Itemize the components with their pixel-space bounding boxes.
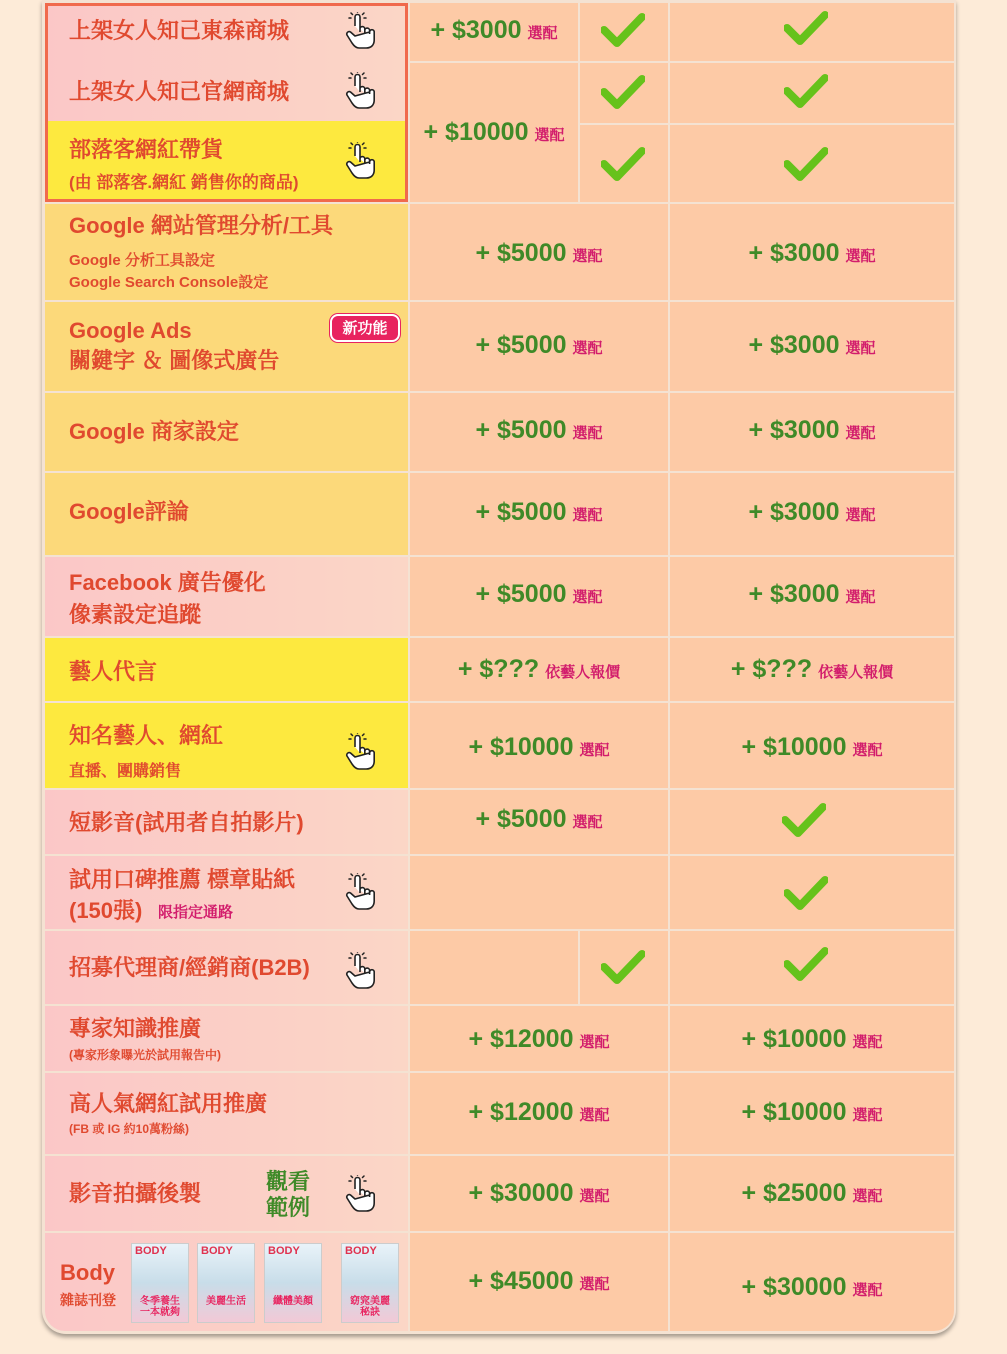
price-label <box>410 1025 668 1054</box>
price-amount: + $3000 <box>748 416 840 444</box>
check-icon <box>601 950 645 984</box>
price-label <box>670 331 954 360</box>
feature-title-line2: (150張) <box>69 898 143 923</box>
price-cell <box>410 931 578 1004</box>
price-label <box>670 1273 954 1302</box>
price-amount: + $5000 <box>475 416 567 444</box>
feature-title-line2: 關鍵字 ＆ 圖像式廣告 <box>69 348 280 373</box>
check-icon <box>784 147 828 181</box>
magazine-cover-line: 美麗生活 <box>206 1296 246 1307</box>
price-label <box>410 498 668 527</box>
price-cell <box>410 856 668 929</box>
price-tag: 選配 <box>579 742 610 759</box>
check-icon <box>782 803 826 837</box>
feature-subtitle: (FB 或 IG 約10萬粉絲) <box>69 1122 190 1136</box>
check-icon <box>784 947 828 981</box>
magazine-masthead: BODY <box>201 1245 233 1257</box>
price-amount: + $30000 <box>468 1179 574 1207</box>
pointer-hand-icon[interactable] <box>343 873 377 911</box>
check-icon <box>784 11 828 45</box>
pointer-hand-icon[interactable] <box>343 733 377 771</box>
price-amount: + $??? <box>730 655 813 683</box>
price-amount: + $3000 <box>430 16 522 44</box>
feature-subtitle: (專家形象曝光於試用報告中) <box>69 1048 221 1062</box>
price-label <box>410 118 578 147</box>
price-amount: + $??? <box>457 655 540 683</box>
check-icon <box>784 74 828 108</box>
feature-subtitle: 雜誌刊登 <box>60 1292 116 1308</box>
new-feature-badge: 新功能 <box>330 314 400 342</box>
price-tag: 選配 <box>572 507 603 524</box>
price-amount: + $45000 <box>468 1267 574 1295</box>
price-tag: 選配 <box>579 1107 610 1124</box>
check-icon <box>601 13 645 47</box>
price-tag: 選配 <box>572 589 603 606</box>
feature-title: 上架女人知己官網商城 <box>69 79 290 104</box>
magazine-cover-line: 冬季養生 一本就夠 <box>140 1296 180 1318</box>
feature-title: 知名藝人、網紅 <box>69 723 224 748</box>
pointer-hand-icon[interactable] <box>343 142 377 180</box>
price-amount: + $3000 <box>748 498 840 526</box>
check-icon <box>601 147 645 181</box>
price-label <box>410 239 668 268</box>
price-amount: + $3000 <box>748 580 840 608</box>
price-tag: 選配 <box>852 1107 883 1124</box>
price-tag: 選配 <box>579 1188 610 1205</box>
price-amount: + $3000 <box>748 239 840 267</box>
price-label <box>410 580 668 609</box>
price-label <box>410 416 668 445</box>
price-tag: 依藝人報價 <box>545 664 621 681</box>
magazine-cover <box>131 1243 189 1323</box>
feature-subtitle: 直播、團購銷售 <box>69 763 182 780</box>
price-tag: 選配 <box>852 742 883 759</box>
price-tag: 選配 <box>845 248 876 265</box>
view-example-link[interactable]: 觀看 <box>266 1169 311 1194</box>
magazine-masthead: BODY <box>345 1245 377 1257</box>
price-amount: + $25000 <box>741 1179 847 1207</box>
check-icon <box>784 876 828 910</box>
price-label <box>410 331 668 360</box>
price-amount: + $30000 <box>741 1273 847 1301</box>
price-label <box>670 416 954 445</box>
feature-title: Google 商家設定 <box>69 419 239 444</box>
price-tag: 選配 <box>534 127 565 144</box>
magazine-cover-line: 纖體美顏 <box>273 1296 313 1307</box>
feature-title: 高人氣網紅試用推廣 <box>69 1091 268 1116</box>
price-tag: 選配 <box>845 340 876 357</box>
view-example-link-line2[interactable]: 範例 <box>266 1195 311 1220</box>
price-amount: + $10000 <box>423 118 529 146</box>
feature-title: 藝人代言 <box>69 659 158 684</box>
feature-title: 影音拍攝後製 <box>69 1181 202 1206</box>
pointer-hand-icon[interactable] <box>343 12 377 50</box>
price-label <box>410 1179 668 1208</box>
price-label <box>670 498 954 527</box>
price-tag: 選配 <box>579 1034 610 1051</box>
feature-title-line2: 像素設定追蹤 <box>69 602 202 627</box>
feature-title: Google評論 <box>69 499 189 524</box>
price-label <box>670 1098 954 1127</box>
price-label <box>670 733 954 762</box>
price-amount: + $10000 <box>468 733 574 761</box>
magazine-cover-line: 窈窕美麗秘訣 <box>350 1296 390 1318</box>
price-tag: 選配 <box>572 814 603 831</box>
feature-title: Google Ads <box>69 318 192 343</box>
feature-subtitle: Google 分析工具設定 <box>69 252 215 269</box>
price-amount: + $12000 <box>468 1098 574 1126</box>
feature-title: 專家知識推廣 <box>69 1016 202 1041</box>
price-label <box>670 580 954 609</box>
price-label <box>670 655 954 684</box>
magazine-cover <box>264 1243 322 1323</box>
pointer-hand-icon[interactable] <box>343 72 377 110</box>
price-tag: 選配 <box>572 425 603 442</box>
price-amount: + $5000 <box>475 498 567 526</box>
price-tag: 選配 <box>579 1276 610 1293</box>
price-label <box>410 655 668 684</box>
pointer-hand-icon[interactable] <box>343 952 377 990</box>
price-label <box>670 239 954 268</box>
price-amount: + $5000 <box>475 805 567 833</box>
price-amount: + $3000 <box>748 331 840 359</box>
price-tag: 選配 <box>845 507 876 524</box>
magazine-masthead: BODY <box>268 1245 300 1257</box>
price-label <box>670 1179 954 1208</box>
price-label <box>410 1098 668 1127</box>
price-amount: + $10000 <box>741 733 847 761</box>
price-tag: 選配 <box>845 589 876 606</box>
channel-note: 限指定通路 <box>158 904 234 921</box>
price-amount: + $5000 <box>475 580 567 608</box>
price-tag: 選配 <box>852 1188 883 1205</box>
feature-title: 試用口碑推薦 標章貼紙 <box>69 867 296 892</box>
check-icon <box>601 75 645 109</box>
price-label <box>410 805 668 834</box>
price-label <box>670 1025 954 1054</box>
feature-subtitle: (由 部落客.網紅 銷售你的商品) <box>69 173 299 192</box>
feature-title: 上架女人知己東森商城 <box>69 18 290 43</box>
feature-subtitle: Google Search Console設定 <box>69 274 269 291</box>
price-tag: 選配 <box>852 1034 883 1051</box>
price-amount: + $10000 <box>741 1025 847 1053</box>
price-tag: 選配 <box>852 1282 883 1299</box>
price-label <box>410 733 668 762</box>
feature-title: 部落客網紅帶貨 <box>69 137 224 162</box>
feature-title: Facebook 廣告優化 <box>69 570 266 595</box>
price-amount: + $5000 <box>475 331 567 359</box>
price-amount: + $10000 <box>741 1098 847 1126</box>
feature-title: Google 網站管理分析/工具 <box>69 213 334 238</box>
price-tag: 依藝人報價 <box>818 664 894 681</box>
price-label <box>410 16 578 45</box>
price-tag: 選配 <box>572 340 603 357</box>
price-tag: 選配 <box>845 425 876 442</box>
feature-title: Body <box>60 1260 115 1285</box>
feature-title: 短影音(試用者自拍影片) <box>69 810 304 835</box>
price-amount: + $12000 <box>468 1025 574 1053</box>
price-tag: 選配 <box>527 25 558 42</box>
magazine-cover <box>197 1243 255 1323</box>
price-amount: + $5000 <box>475 239 567 267</box>
pointer-hand-icon[interactable] <box>343 1175 377 1213</box>
magazine-cover <box>341 1243 399 1323</box>
feature-title: 招募代理商/經銷商(B2B) <box>69 955 310 980</box>
price-label <box>410 1267 668 1296</box>
magazine-masthead: BODY <box>135 1245 167 1257</box>
price-tag: 選配 <box>572 248 603 265</box>
